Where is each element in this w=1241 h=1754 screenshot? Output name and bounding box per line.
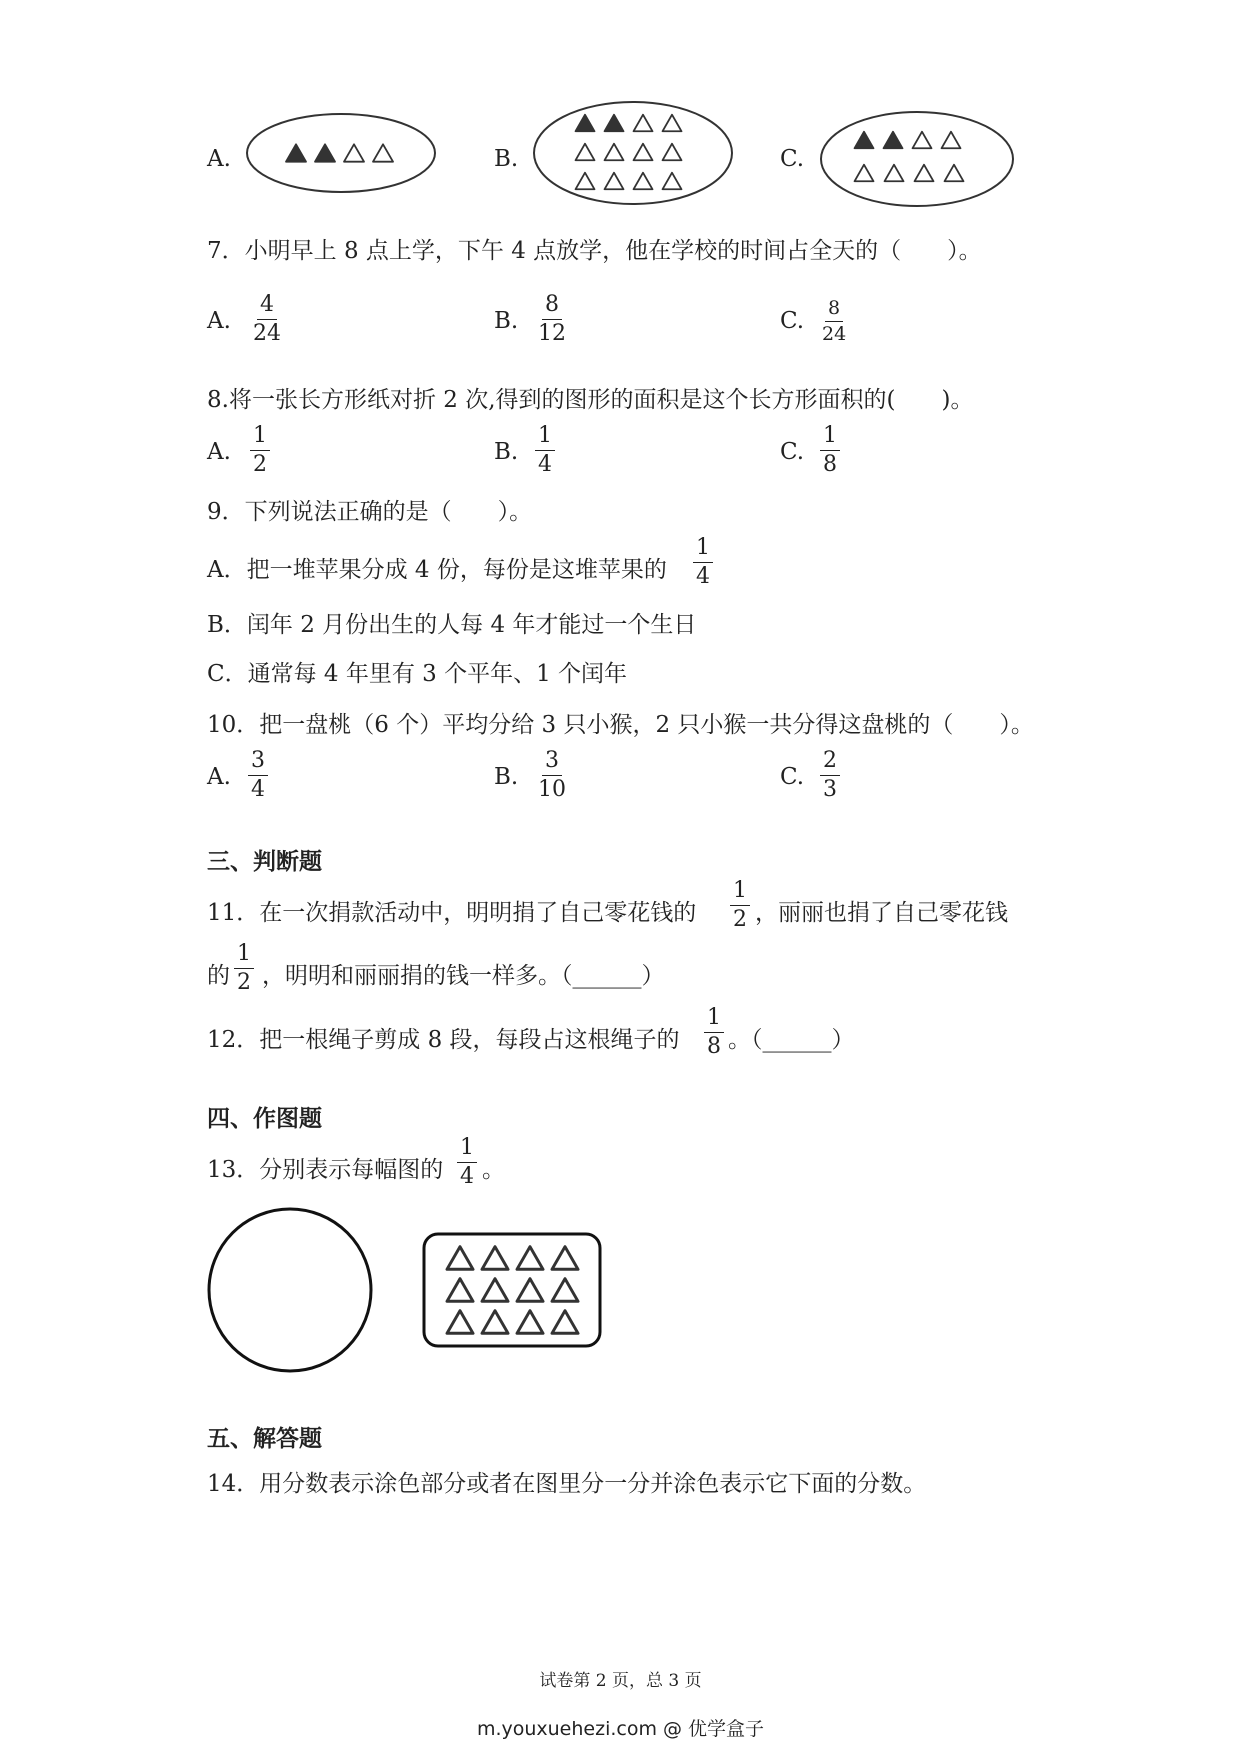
triangle-icon	[663, 173, 682, 190]
site-watermark: m.youxuehezi.com @ 优学盒子	[476, 1718, 765, 1740]
q8-option-a-fraction	[250, 425, 270, 476]
filled-triangle-icon	[576, 115, 595, 132]
q9-option-c-text: C．通常每 4 年里有 3 个平年、1 个闰年	[207, 661, 628, 687]
triangle-icon	[447, 1247, 473, 1270]
denominator: 24	[253, 321, 281, 346]
triangle-icon	[482, 1247, 508, 1270]
numerator: 3	[542, 750, 562, 776]
triangle-icon	[482, 1311, 508, 1334]
triangle-icon	[855, 165, 874, 182]
q10-option-b-fraction	[535, 750, 569, 801]
filled-triangle-icon	[286, 144, 306, 161]
q10-option-b-label: B.	[494, 764, 519, 790]
section-3-title: 三、判断题	[207, 849, 322, 875]
triangle-icon	[634, 173, 653, 190]
denominator: 3	[823, 777, 837, 802]
triangle-icon	[344, 144, 364, 161]
triangle-icon	[885, 165, 904, 182]
q7-option-b-label: B.	[494, 308, 519, 334]
q9-option-a-fraction	[693, 537, 713, 588]
q9-option-b-text: B．闰年 2 月份出生的人每 4 年才能过一个生日	[207, 612, 697, 638]
q13-fraction	[457, 1137, 477, 1188]
filled-triangle-icon	[315, 144, 335, 161]
numerator: 8	[825, 299, 843, 322]
triangle-icon	[576, 173, 595, 190]
q6-option-a-figure	[246, 112, 436, 194]
triangle-icon	[945, 165, 964, 182]
triangle-icon	[517, 1247, 543, 1270]
triangle-icon	[663, 144, 682, 161]
denominator: 8	[823, 452, 837, 477]
denominator: 2	[253, 452, 267, 477]
denominator: 4	[460, 1164, 474, 1189]
q10-option-a-fraction	[248, 750, 268, 801]
numerator: 1	[457, 1137, 477, 1163]
q11-line1-text: 11．在一次捐款活动中，明明捐了自己零花钱的	[207, 900, 697, 926]
q7-option-a-fraction	[250, 294, 284, 345]
q7-option-c-label: C.	[780, 308, 805, 334]
denominator: 4	[251, 777, 265, 802]
numerator: 8	[542, 294, 562, 320]
q11-line2-start: 的	[207, 963, 230, 989]
triangle-icon	[605, 144, 624, 161]
q7-option-b-fraction	[535, 294, 569, 345]
triangle-icon	[915, 165, 934, 182]
q10-option-c-fraction	[820, 750, 840, 801]
triangle-icon	[634, 115, 653, 132]
q10-stem: 10．把一盘桃（6 个）平均分给 3 只小猴，2 只小猴一共分得这盘桃的（ ）。	[207, 712, 1034, 738]
numerator: 1	[234, 943, 254, 969]
denominator: 8	[707, 1034, 721, 1059]
triangle-icon	[605, 173, 624, 190]
triangle-icon	[576, 144, 595, 161]
triangle-icon	[517, 1311, 543, 1334]
q12-text: 12．把一根绳子剪成 8 段，每段占这根绳子的	[207, 1027, 680, 1053]
denominator: 12	[538, 321, 566, 346]
q13-circle-figure	[206, 1206, 374, 1374]
q10-option-c-label: C.	[780, 764, 805, 790]
triangle-icon	[482, 1279, 508, 1302]
q6-option-b-figure	[533, 100, 733, 206]
triangle-icon	[373, 144, 393, 161]
page-footer: 试卷第 2 页，总 3 页	[539, 1671, 702, 1691]
q11-line2-end: ，明明和丽丽捐的钱一样多。（______）	[262, 963, 665, 989]
q10-option-a-label: A.	[207, 764, 231, 790]
q9-stem: 9．下列说法正确的是（ ）。	[207, 499, 533, 525]
section-4-title: 四、作图题	[207, 1106, 322, 1132]
triangle-icon	[447, 1279, 473, 1302]
triangle-icon	[517, 1279, 543, 1302]
q14-text: 14．用分数表示涂色部分或者在图里分一分并涂色表示它下面的分数。	[207, 1471, 927, 1497]
q11-fraction-2	[234, 943, 254, 994]
q12-fraction	[704, 1007, 724, 1058]
q9-option-a-text: A．把一堆苹果分成 4 份，每份是这堆苹果的	[207, 557, 667, 583]
denominator: 2	[733, 907, 747, 932]
denominator: 4	[538, 452, 552, 477]
denominator: 2	[237, 970, 251, 995]
triangle-icon	[552, 1279, 578, 1302]
numerator: 4	[257, 294, 277, 320]
numerator: 3	[248, 750, 268, 776]
triangle-icon	[913, 132, 932, 149]
numerator: 1	[535, 425, 555, 451]
denominator: 10	[538, 777, 566, 802]
triangle-icon	[552, 1247, 578, 1270]
q13-triangle-grid-figure	[422, 1232, 602, 1348]
q7-option-a-label: A.	[207, 308, 231, 334]
q6-option-a-label: A.	[207, 146, 231, 172]
numerator: 1	[730, 880, 750, 906]
q13-text: 13．分别表示每幅图的	[207, 1157, 444, 1183]
q6-option-b-label: B.	[494, 146, 519, 172]
numerator: 2	[820, 750, 840, 776]
triangle-icon	[663, 115, 682, 132]
triangle-icon	[552, 1311, 578, 1334]
q8-stem: 8.将一张长方形纸对折 2 次,得到的图形的面积是这个长方形面积的( )。	[207, 387, 974, 413]
numerator: 1	[693, 537, 713, 563]
filled-triangle-icon	[605, 115, 624, 132]
q8-option-c-fraction	[820, 425, 840, 476]
section-5-title: 五、解答题	[207, 1426, 322, 1452]
denominator: 24	[822, 323, 847, 345]
numerator: 1	[704, 1007, 724, 1033]
q8-option-b-fraction	[535, 425, 555, 476]
q11-line1-end: ，丽丽也捐了自己零花钱	[755, 900, 1008, 926]
triangle-icon	[942, 132, 961, 149]
q6-option-c-label: C.	[780, 146, 805, 172]
filled-triangle-icon	[884, 132, 903, 149]
q8-option-c-label: C.	[780, 439, 805, 465]
triangle-icon	[634, 144, 653, 161]
q7-option-c-fraction	[819, 299, 849, 344]
numerator: 1	[250, 425, 270, 451]
q8-option-b-label: B.	[494, 439, 519, 465]
q12-end: 。（______）	[728, 1027, 855, 1053]
q6-option-c-figure	[820, 110, 1014, 208]
q11-fraction-1	[730, 880, 750, 931]
q7-stem: 7．小明早上 8 点上学，下午 4 点放学，他在学校的时间占全天的（ ）。	[207, 238, 982, 264]
numerator: 1	[820, 425, 840, 451]
filled-triangle-icon	[855, 132, 874, 149]
denominator: 4	[696, 564, 710, 589]
q13-end: 。	[482, 1157, 505, 1183]
q8-option-a-label: A.	[207, 439, 231, 465]
triangle-icon	[447, 1311, 473, 1334]
